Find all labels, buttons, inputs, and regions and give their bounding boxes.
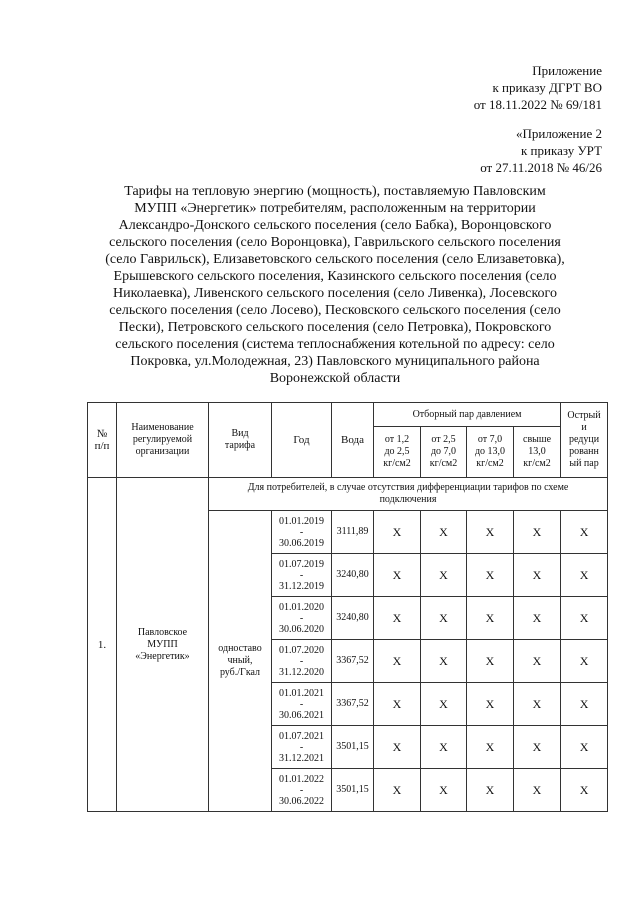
steam-3-mark: X [467,640,514,683]
appendix-header [474,62,602,113]
tariff-table [87,402,608,812]
col-header-steam-2: от 2,5 до 7,0 кг/см2 [421,427,467,478]
steam-1-mark: X [374,726,421,769]
period-cell: 01.07.2020 - 31.12.2020 [272,640,332,683]
row-number: 1. [88,478,117,812]
water-tariff: 3501,15 [332,726,374,769]
steam-1-mark: X [374,597,421,640]
col-header-steam-4: свыше 13,0 кг/см2 [514,427,561,478]
steam-3-mark: X [467,726,514,769]
sharp-steam-mark: X [561,683,608,726]
title-line: Пески), Петровского сельского поселения (село Петровка), Покровского [118,320,552,335]
title-line: Ерышевского сельского поселения, Казинского сельского поселения (село [113,269,557,284]
steam-1-mark: X [374,640,421,683]
sharp-steam-mark: X [561,640,608,683]
appendix-header-original [480,125,602,176]
period-cell: 01.01.2020 - 30.06.2020 [272,597,332,640]
steam-3-mark: X [467,597,514,640]
appendix-line: к приказу ДГРТ ВО [492,80,602,95]
col-header-steam-group: Отборный пар давлением [374,403,561,427]
steam-4-mark: X [514,683,561,726]
steam-4-mark: X [514,640,561,683]
steam-2-mark: X [421,554,467,597]
water-tariff: 3501,15 [332,769,374,812]
sharp-steam-mark: X [561,511,608,554]
col-header-year: Год [272,403,332,478]
col-header-water: Вода [332,403,374,478]
title-line: (село Гаврильск), Елизаветовского сельского поселения (село Елизаветовка), [105,252,565,267]
water-tariff: 3240,80 [332,597,374,640]
title-line: Александро-Донского сельского поселения (село Бабка), Воронцовского [118,218,552,233]
water-tariff: 3240,80 [332,554,374,597]
sharp-steam-mark: X [561,597,608,640]
document-title [90,183,580,387]
col-header-steam-1: от 1,2 до 2,5 кг/см2 [374,427,421,478]
steam-4-mark: X [514,769,561,812]
water-tariff: 3367,52 [332,640,374,683]
appendix-line: от 18.11.2022 № 69/181 [473,97,602,112]
steam-2-mark: X [421,683,467,726]
col-header-tariff-type: Вид тарифа [209,403,272,478]
period-cell: 01.01.2021 - 30.06.2021 [272,683,332,726]
steam-3-mark: X [467,683,514,726]
col-header-steam-3: от 7,0 до 13,0 кг/см2 [467,427,514,478]
organization-name: Павловское МУПП «Энергетик» [117,478,209,812]
period-cell: 01.01.2019 - 30.06.2019 [272,511,332,554]
steam-4-mark: X [514,597,561,640]
steam-2-mark: X [421,769,467,812]
steam-2-mark: X [421,726,467,769]
title-line: Воронежской области [269,371,401,386]
appendix-line: к приказу УРТ [520,143,602,158]
sharp-steam-mark: X [561,554,608,597]
section-note: Для потребителей, в случае отсутствия дифференциации тарифов по схеме подключения [209,478,608,511]
title-line: Тарифы на тепловую энергию (мощность), поставляемую Павловским [124,184,546,199]
steam-4-mark: X [514,511,561,554]
steam-1-mark: X [374,769,421,812]
appendix-line: от 27.11.2018 № 46/26 [480,160,602,175]
tariff-type: одноставо чный, руб./Гкал [209,511,272,812]
steam-1-mark: X [374,511,421,554]
steam-3-mark: X [467,554,514,597]
title-line: МУПП «Энергетик» потребителям, расположенным на территории [134,201,536,216]
steam-2-mark: X [421,511,467,554]
title-line: сельского поселения (село Лосево), Песковского сельского поселения (село [109,303,561,318]
title-line: Николаевка), Ливенского сельского поселения (село Ливенка), Лосевского [113,286,557,301]
steam-1-mark: X [374,554,421,597]
steam-2-mark: X [421,597,467,640]
steam-4-mark: X [514,554,561,597]
period-cell: 01.01.2022 - 30.06.2022 [272,769,332,812]
col-header-organization: Наименование регулируемой организации [117,403,209,478]
water-tariff: 3367,52 [332,683,374,726]
steam-3-mark: X [467,511,514,554]
steam-2-mark: X [421,640,467,683]
appendix-line: «Приложение 2 [515,126,602,141]
water-tariff: 3111,89 [332,511,374,554]
sharp-steam-mark: X [561,769,608,812]
col-header-sharp-steam: Острый и редуци рованн ый пар [561,403,608,478]
steam-3-mark: X [467,769,514,812]
title-line: сельского поселения (село Воронцовка), Гаврильского сельского поселения [109,235,561,250]
col-header-number: № п/п [88,403,117,478]
title-line: Покровка, ул.Молодежная, 23) Павловского муниципального района [130,354,540,369]
sharp-steam-mark: X [561,726,608,769]
steam-1-mark: X [374,683,421,726]
appendix-line: Приложение [532,63,602,78]
title-line: сельского поселения (система теплоснабжения котельной по адресу: село [115,337,555,352]
period-cell: 01.07.2021 - 31.12.2021 [272,726,332,769]
steam-4-mark: X [514,726,561,769]
period-cell: 01.07.2019 - 31.12.2019 [272,554,332,597]
